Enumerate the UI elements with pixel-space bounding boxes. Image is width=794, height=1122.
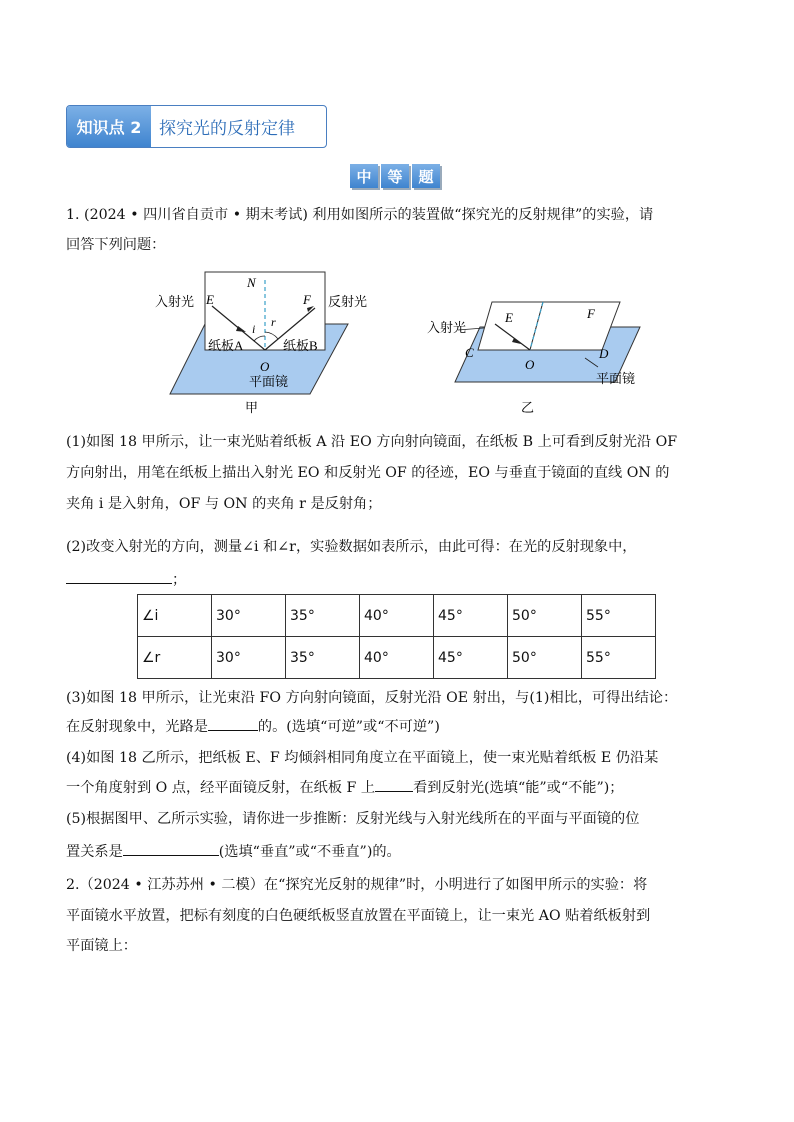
difficulty-char: 题 bbox=[412, 164, 440, 188]
label-D: D bbox=[599, 346, 609, 361]
label-E: E bbox=[206, 292, 214, 307]
table-cell: ∠i bbox=[138, 595, 212, 637]
label-r: r bbox=[271, 315, 276, 329]
question-1-line-2: 回答下列问题： bbox=[66, 237, 166, 253]
table-cell: 45° bbox=[434, 637, 508, 679]
caption-jia: 甲 bbox=[245, 400, 259, 415]
label-F: F bbox=[303, 292, 311, 307]
label-incident-light: 入射光 bbox=[155, 294, 195, 309]
part-3-line-2 bbox=[66, 714, 440, 739]
knowledge-point-heading bbox=[66, 105, 327, 148]
part-5-line-2-start: 置关系是 bbox=[66, 844, 123, 860]
answer-blank[interactable] bbox=[208, 714, 258, 731]
table-cell: 40° bbox=[360, 595, 434, 637]
part-3-line-1: (3)如图 18 甲所示，让光束沿 FO 方向射向镜面，反射光沿 OE 射出，与(1)相比，可得出结论： bbox=[66, 690, 678, 706]
answer-blank[interactable] bbox=[66, 567, 172, 584]
label-O: O bbox=[260, 359, 270, 374]
part-5-line-2 bbox=[66, 839, 401, 864]
table-row bbox=[138, 595, 656, 637]
table-cell: ∠r bbox=[138, 637, 212, 679]
part-2-line-1: (2)改变入射光的方向，测量∠i 和∠r，实验数据如表所示，由此可得：在光的反射现象中， bbox=[66, 539, 637, 555]
label-reflected-light: 反射光 bbox=[328, 294, 368, 309]
label-board-A: 纸板A bbox=[208, 338, 244, 353]
experiment-figures bbox=[150, 262, 650, 422]
table-cell: 35° bbox=[286, 595, 360, 637]
answer-blank[interactable] bbox=[123, 839, 219, 856]
knowledge-point-title: 探究光的反射定律 bbox=[159, 119, 295, 139]
label-F: F bbox=[587, 306, 595, 321]
label-incident-light: 入射光 bbox=[427, 320, 467, 335]
question-1-line-1: 1. (2024 • 四川省自贡市 • 期末考试) 利用如图所示的装置做“探究光的反射规律”的实验，请 bbox=[66, 207, 654, 223]
table-cell: 50° bbox=[508, 637, 582, 679]
part-3-line-2-start: 在反射现象中，光路是 bbox=[66, 719, 208, 735]
label-board-B: 纸板B bbox=[283, 338, 318, 353]
answer-blank[interactable] bbox=[375, 775, 413, 792]
table-cell: 55° bbox=[582, 637, 656, 679]
difficulty-badge bbox=[350, 164, 440, 188]
part-1-line-2: 方向射出，用笔在纸板上描出入射光 EO 和反射光 OF 的径迹，EO 与垂直于镜面的直线 ON 的 bbox=[66, 465, 670, 481]
table-row bbox=[138, 637, 656, 679]
knowledge-point-tag: 知识点 2 bbox=[67, 106, 151, 147]
part-3-line-2-end: 的。(选填“可逆”或“不可逆”) bbox=[257, 719, 440, 735]
part-1-line-1: (1)如图 18 甲所示，让一束光贴着纸板 A 沿 EO 方向射向镜面，在纸板 B 上可看到反射光沿 OF bbox=[66, 434, 678, 450]
label-O: O bbox=[525, 357, 535, 372]
question-2-line-2: 平面镜水平放置，把标有刻度的白色硬纸板竖直放置在平面镜上，让一束光 AO 贴着纸板射到 bbox=[66, 908, 651, 924]
table-cell: 45° bbox=[434, 595, 508, 637]
label-i: i bbox=[252, 322, 256, 336]
label-N: N bbox=[247, 275, 256, 290]
part-4-line-2 bbox=[66, 775, 623, 800]
table-cell: 30° bbox=[212, 637, 286, 679]
question-2-line-3: 平面镜上： bbox=[66, 938, 137, 954]
label-mirror: 平面镜 bbox=[596, 371, 636, 386]
part-1-line-3: 夹角 i 是入射角，OF 与 ON 的夹角 r 是反射角； bbox=[66, 496, 382, 512]
table-cell: 50° bbox=[508, 595, 582, 637]
label-C: C bbox=[465, 345, 474, 360]
part-4-line-2-end: 看到反射光(选填“能”或“不能”)； bbox=[413, 780, 624, 796]
table-cell: 30° bbox=[212, 595, 286, 637]
table-cell: 35° bbox=[286, 637, 360, 679]
figure-yi bbox=[427, 302, 640, 415]
experiment-data-table bbox=[137, 594, 656, 679]
table-cell: 40° bbox=[360, 637, 434, 679]
figure-jia bbox=[155, 272, 367, 415]
part-2-line-2 bbox=[66, 567, 186, 592]
difficulty-char: 等 bbox=[381, 164, 409, 188]
part-4-line-1: (4)如图 18 乙所示，把纸板 E、F 均倾斜相同角度立在平面镜上，使一束光贴着纸板 E 仍沿某 bbox=[66, 750, 659, 766]
label-mirror: 平面镜 bbox=[249, 374, 289, 389]
part-2-line-2-end: ； bbox=[172, 572, 187, 588]
part-4-line-2-start: 一个角度射到 O 点，经平面镜反射，在纸板 F 上 bbox=[66, 780, 376, 796]
difficulty-char: 中 bbox=[350, 164, 378, 188]
caption-yi: 乙 bbox=[521, 400, 535, 415]
part-5-line-2-end: (选填“垂直”或“不垂直”)的。 bbox=[218, 844, 401, 860]
table-cell: 55° bbox=[582, 595, 656, 637]
label-E: E bbox=[505, 310, 513, 325]
question-2-line-1: 2.（2024 • 江苏苏州 • 二模）在“探究光反射的规律”时，小明进行了如图甲所示的实验：将 bbox=[66, 877, 648, 893]
part-5-line-1: (5)根据图甲、乙所示实验，请你进一步推断：反射光线与入射光线所在的平面与平面镜的位 bbox=[66, 811, 640, 827]
